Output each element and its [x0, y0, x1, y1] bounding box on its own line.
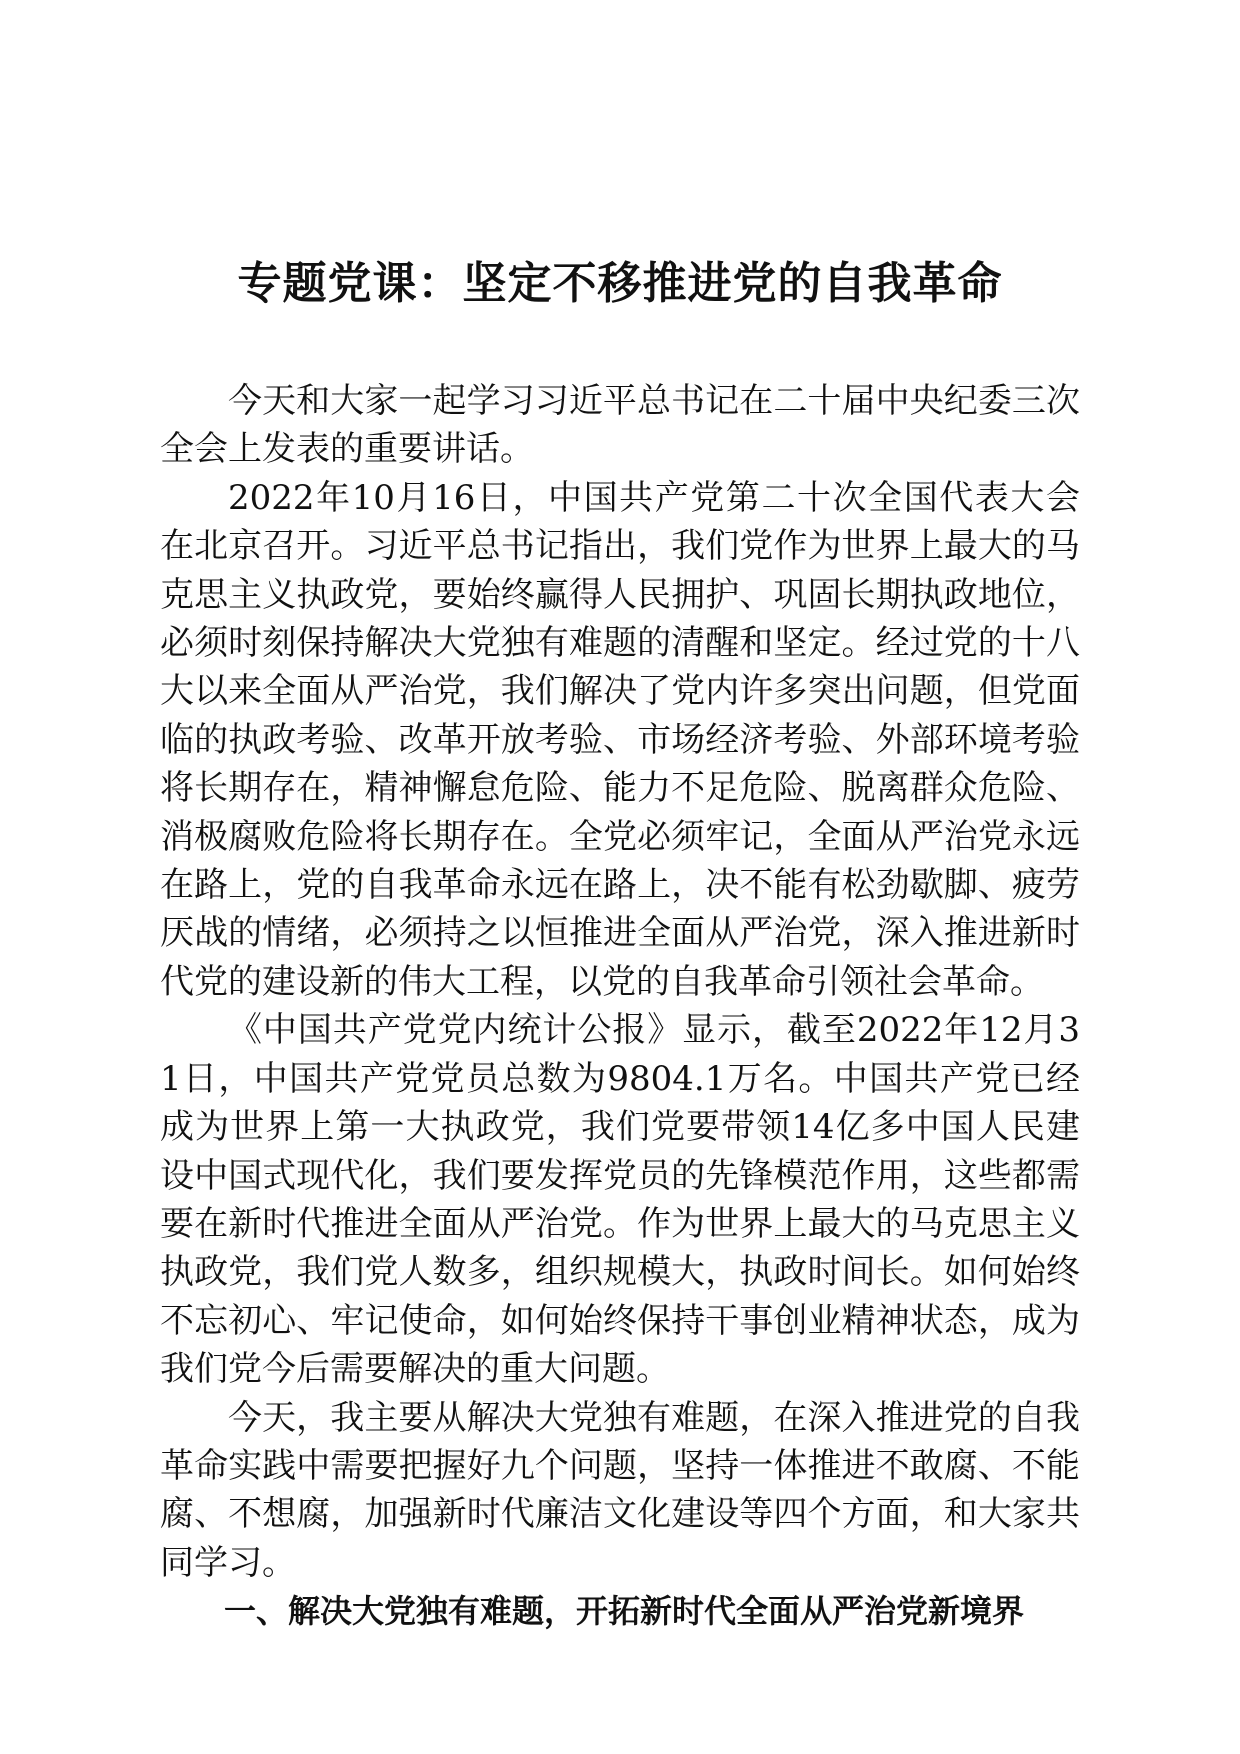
document-title: 专题党课：坚定不移推进党的自我革命	[237, 258, 1003, 309]
section-heading-1: 一、解决大党独有难题，开拓新时代全面从严治党新境界	[224, 1592, 1025, 1631]
paragraph-intro: 今天和大家一起学习习近平总书记在二十届中央纪委三次全会上发表的重要讲话。	[160, 381, 1080, 470]
paragraph-statistics: 《中国共产党党内统计公报》显示，截至2022年12月31日，中国共产党党员总数为9804.1万名。中国共产党已经成为世界上第一大执政党，我们党要带领14亿多中国人民建设中国式现代化，我们要发挥党员的先锋模范作用，这些都需要在新时代推进全面从严治党。作为世界上最大的马克思主义执政党，我们党人数多，组织规模大，执政时间长。如何始终不忘初心、牢记使命，如何始终保持干事创业精神状态，成为我们党今后需要解决的重大问题。	[160, 1010, 1080, 1390]
paragraph-congress: 2022年10月16日，中国共产党第二十次全国代表大会在北京召开。习近平总书记指出，我们党作为世界上最大的马克思主义执政党，要始终赢得人民拥护、巩固长期执政地位，必须时刻保持解决大党独有难题的清醒和坚定。经过党的十八大以来全面从严治党，我们解决了党内许多突出问题，但党面临的执政考验、改革开放考验、市场经济考验、外部环境考验将长期存在，精神懈怠危险、能力不足危险、脱离群众危险、消极腐败危险将长期存在。全党必须牢记，全面从严治党永远在路上，党的自我革命永远在路上，决不能有松劲歇脚、疲劳厌战的情绪，必须持之以恒推进全面从严治党，深入推进新时代党的建设新的伟大工程，以党的自我革命引领社会革命。	[160, 477, 1080, 1002]
document-body	[160, 377, 1080, 1636]
paragraph-outline: 今天，我主要从解决大党独有难题，在深入推进党的自我革命实践中需要把握好九个问题，坚持一体推进不敢腐、不能腐、不想腐，加强新时代廉洁文化建设等四个方面，和大家共同学习。	[160, 1397, 1080, 1583]
